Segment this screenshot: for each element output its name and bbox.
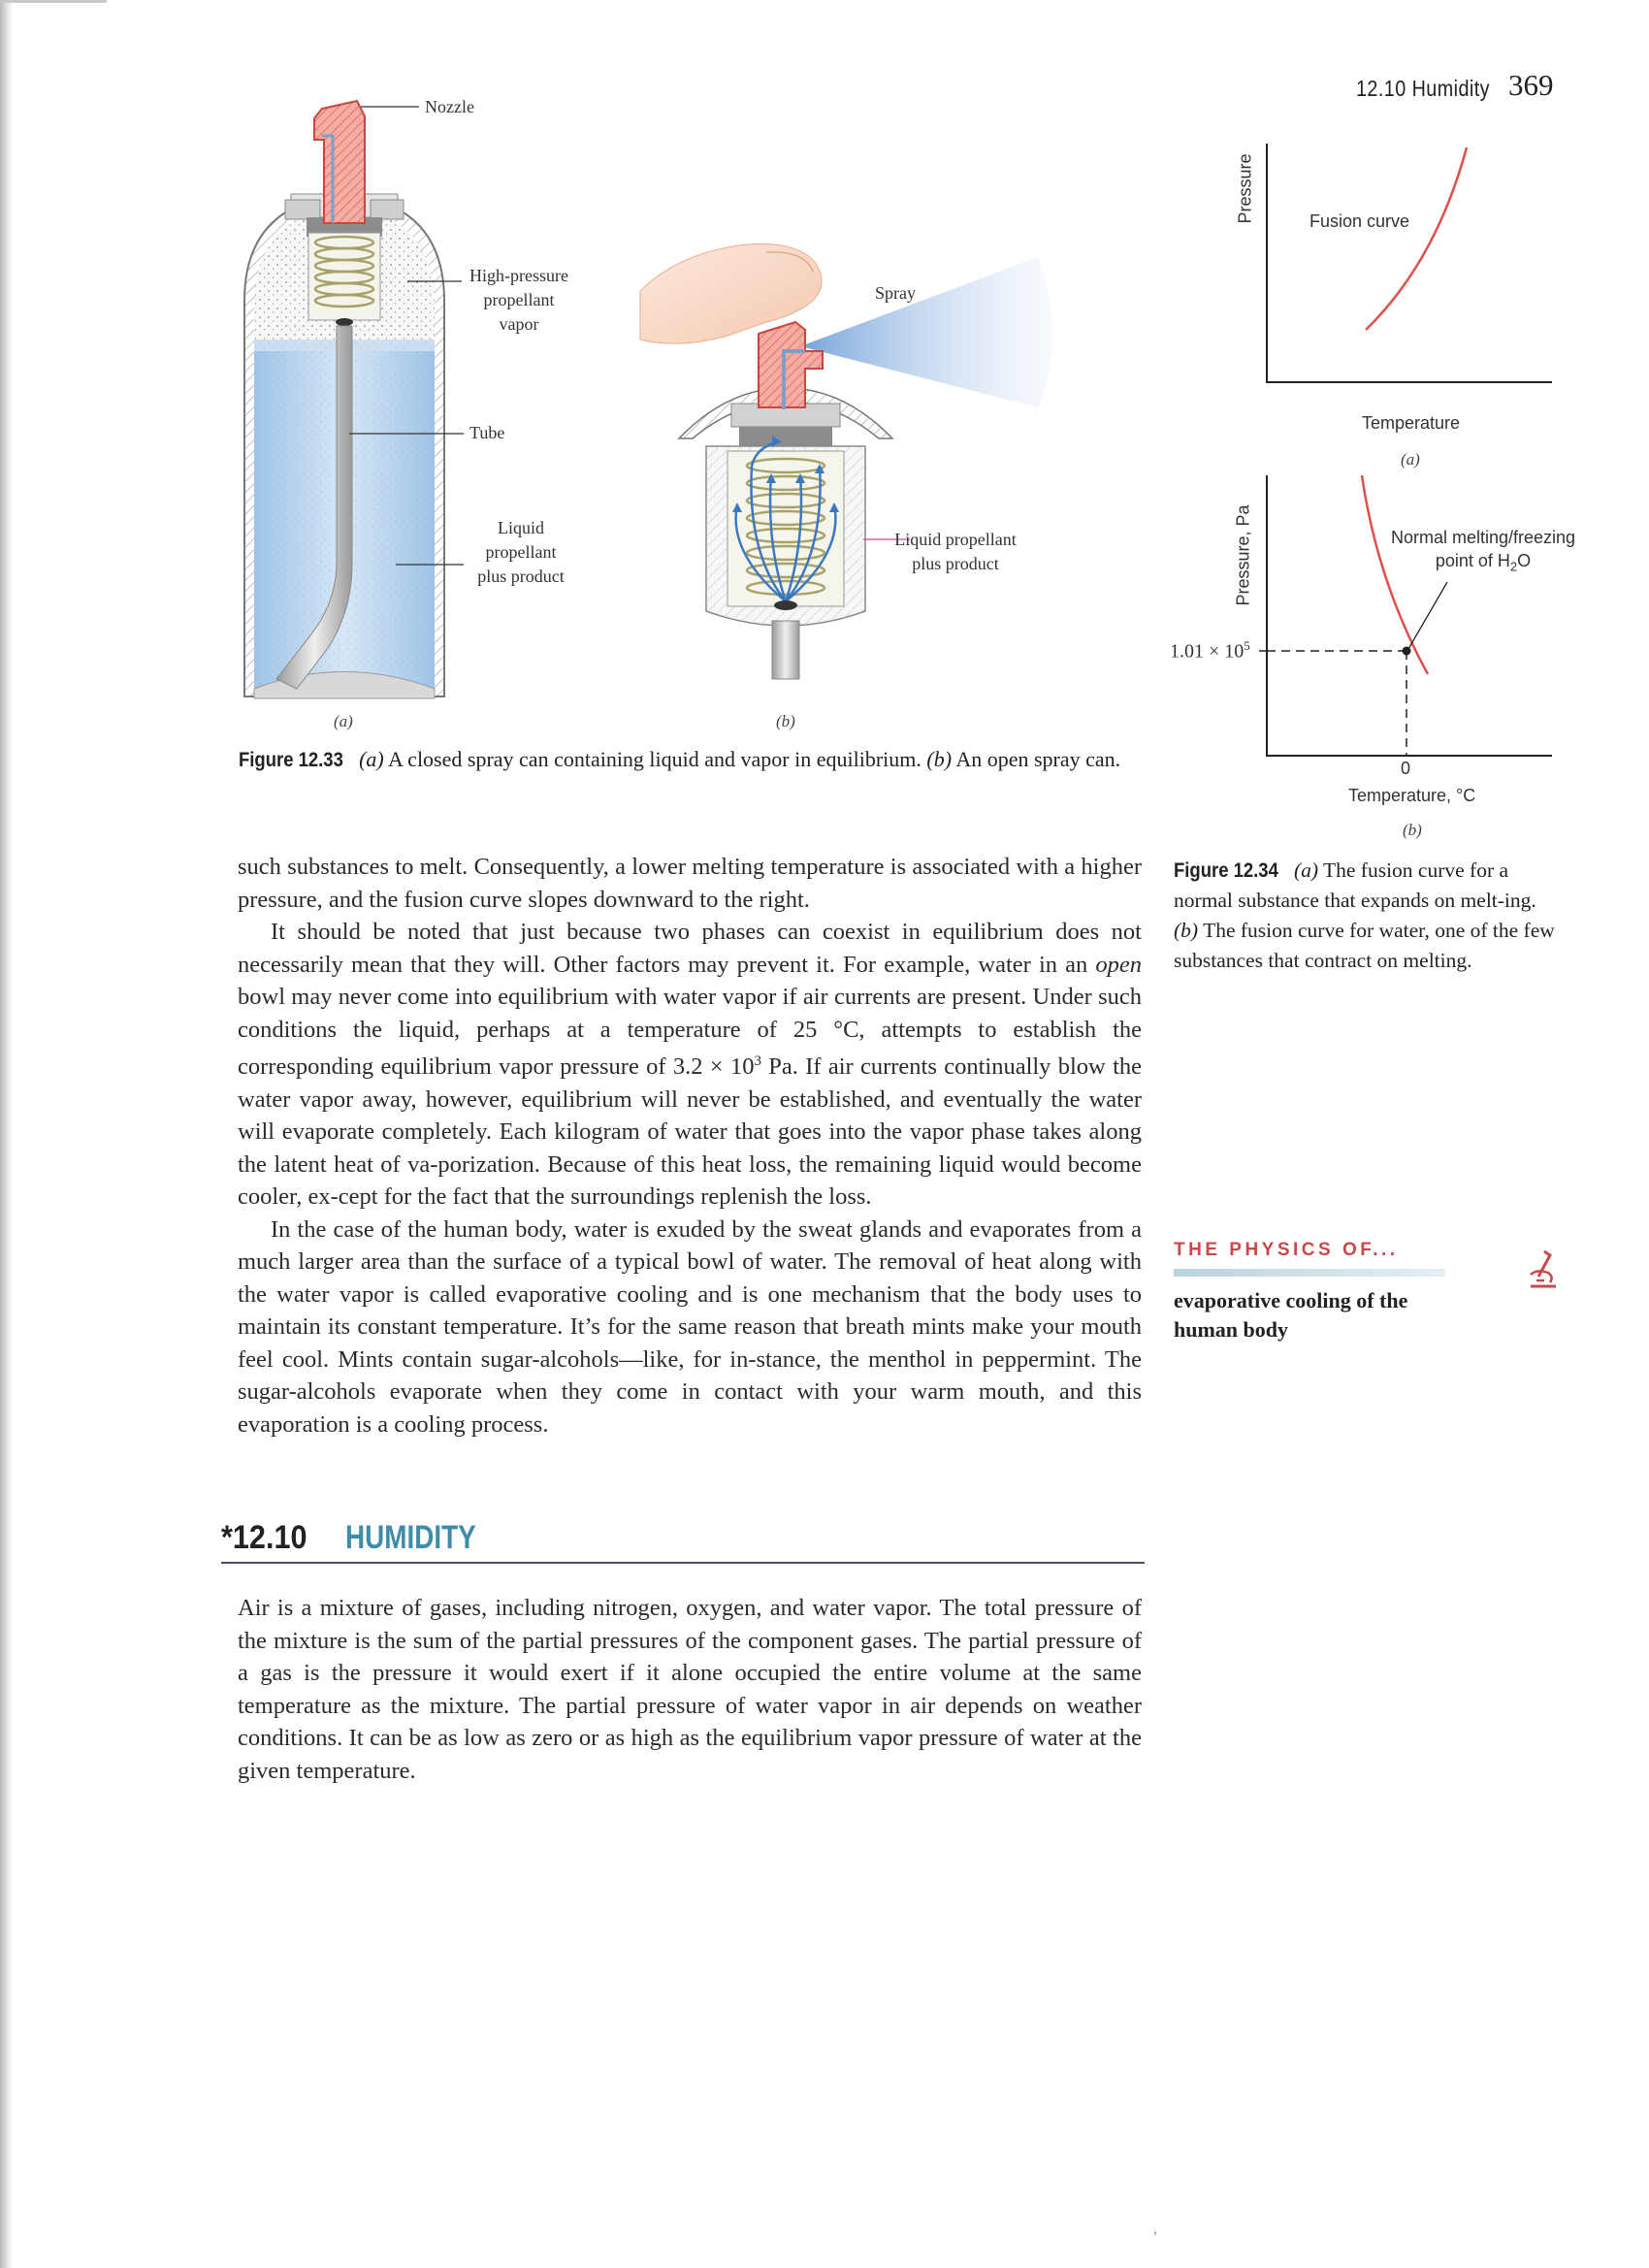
- graph-b-axes: [1259, 475, 1552, 757]
- graph-b-annotation-leader: [1408, 582, 1447, 649]
- graph-b-xlabel: Temperature, °C: [1348, 786, 1476, 805]
- margin-note-title: THE PHYSICS OF...: [1174, 1240, 1399, 1260]
- margin-note-bar: [1174, 1269, 1445, 1277]
- figure-12-34-caption: Figure 12.34 (a) The fusion curve for a normal substance that expands on melt-ing. (b) The fusion curve for water, one of the few substances that contract on melting.: [1174, 856, 1562, 976]
- page-top-edge: [0, 0, 107, 3]
- graph-a-axes: [1266, 144, 1552, 383]
- running-head-section: 12.10 Humidity: [1356, 76, 1490, 101]
- paragraph-1: such substances to melt. Consequently, a lower melting temperature is associated with a higher pressure, and the fusion curve slopes downward to the right.: [238, 854, 1142, 913]
- figure-12-34: [1154, 126, 1610, 854]
- label-tube: Tube: [469, 423, 505, 442]
- section-body: [238, 1592, 1142, 1787]
- page-number: 369: [1508, 68, 1554, 102]
- graph-b-y-tick: $1.01 \times 10^5$: [1170, 638, 1250, 663]
- margin-note-text: evaporative cooling of the human body: [1174, 1288, 1408, 1342]
- figure-12-33-caption: Figure 12.33 (a) A closed spray can containing liquid and vapor in equilibrium. (b) An open spray can.: [239, 743, 1150, 776]
- paragraph-3: In the case of the human body, water is exuded by the sweat glands and evaporates from a much larger area than the surface of a typical bowl of water. The removal of heat along with the water vapor is called evaporative cooling and is one mechanism that the body uses to maintain its constant temperature. It’s for the same reason that breath mints make your mouth feel cool. Mints contain sugar-alcohols—like, for in-stance, the menthol in peppermint. The sugar-alcohols evaporate when they come in contact with your warm mouth, and this evaporation is a cooling process.: [238, 1215, 1142, 1438]
- section-paragraph: Air is a mixture of gases, including nitrogen, oxygen, and water vapor. The total pressure of the mixture is the sum of the partial pressures of the component gases. The partial pressure of a gas is the pressure it would exert if it alone occupied the entire volume at the same temperature as the mixture. The partial pressure of water vapor in air depends on weather conditions. It can be as low as zero or as high as the equilibrium vapor pressure of water at the given temperature.: [238, 1595, 1142, 1784]
- scan-artifact: ʼ: [1152, 2229, 1158, 2246]
- panel-label-b: (b): [776, 712, 795, 730]
- graph-b-annotation: Normal melting/freezing point of $H_2O$: [1390, 528, 1576, 574]
- section-rule: [221, 1562, 1145, 1564]
- closed-can: [244, 101, 444, 698]
- graph-b-x-tick: 0: [1401, 759, 1411, 778]
- paragraph-2: It should be noted that just because two phases can coexist in equilibrium does not necessarily mean that they will. Other factors may prevent it. For example, water in an open bowl may never come into equilibrium with water vapor if air currents are present. Under such conditions the liquid, perhaps at a temperature of 25 °C, attempts to establish the corresponding equilibrium vapor pressure of $3.2 \times 10^3$ Pa. If air currents continually blow the water vapor away, however, equilibrium will never be established, and eventually the water will evaporate completely. Each kilogram of water that goes into the vapor phase takes along the latent heat of va-porization. Because of this heat loss, the remaining liquid would become cooler, ex-cept for the fact that the surroundings replenish the loss.: [238, 919, 1142, 1211]
- caption-number-12-34: Figure 12.34: [1174, 859, 1278, 882]
- section-title: HUMIDITY: [345, 1519, 476, 1556]
- figure-12-33: [223, 97, 1077, 737]
- section-number: *12.10: [221, 1519, 307, 1556]
- label-liquid-propellant-closed: Liquid propellant plus product: [477, 518, 565, 586]
- page-edge-shadow: [0, 0, 14, 2268]
- graph-a-curve-label: Fusion curve: [1310, 211, 1410, 231]
- graph-a-ylabel: Pressure: [1235, 153, 1255, 224]
- spray-can-illustration: [223, 97, 1077, 737]
- running-head: [1350, 68, 1564, 111]
- graph-a-fusion-curve: [1366, 147, 1467, 330]
- graph-a-panel: (a): [1401, 450, 1420, 469]
- body-text: [238, 851, 1142, 1441]
- label-high-pressure-vapor: High-pressure propellant vapor: [469, 266, 568, 334]
- microscope-icon: [1525, 1247, 1560, 1292]
- label-spray: Spray: [875, 283, 916, 303]
- graph-a-xlabel: Temperature: [1362, 413, 1461, 433]
- caption-number: Figure 12.33: [239, 749, 343, 771]
- section-heading: [221, 1515, 1145, 1564]
- label-nozzle: Nozzle: [425, 97, 474, 116]
- fusion-curve-graphs: [1154, 126, 1610, 854]
- panel-label-a: (a): [334, 712, 353, 730]
- open-can: [640, 243, 1052, 679]
- graph-b-panel: (b): [1403, 821, 1422, 839]
- graph-b-ylabel: Pressure, Pa: [1233, 504, 1253, 606]
- label-liquid-propellant-open: Liquid propellant plus product: [894, 530, 1017, 573]
